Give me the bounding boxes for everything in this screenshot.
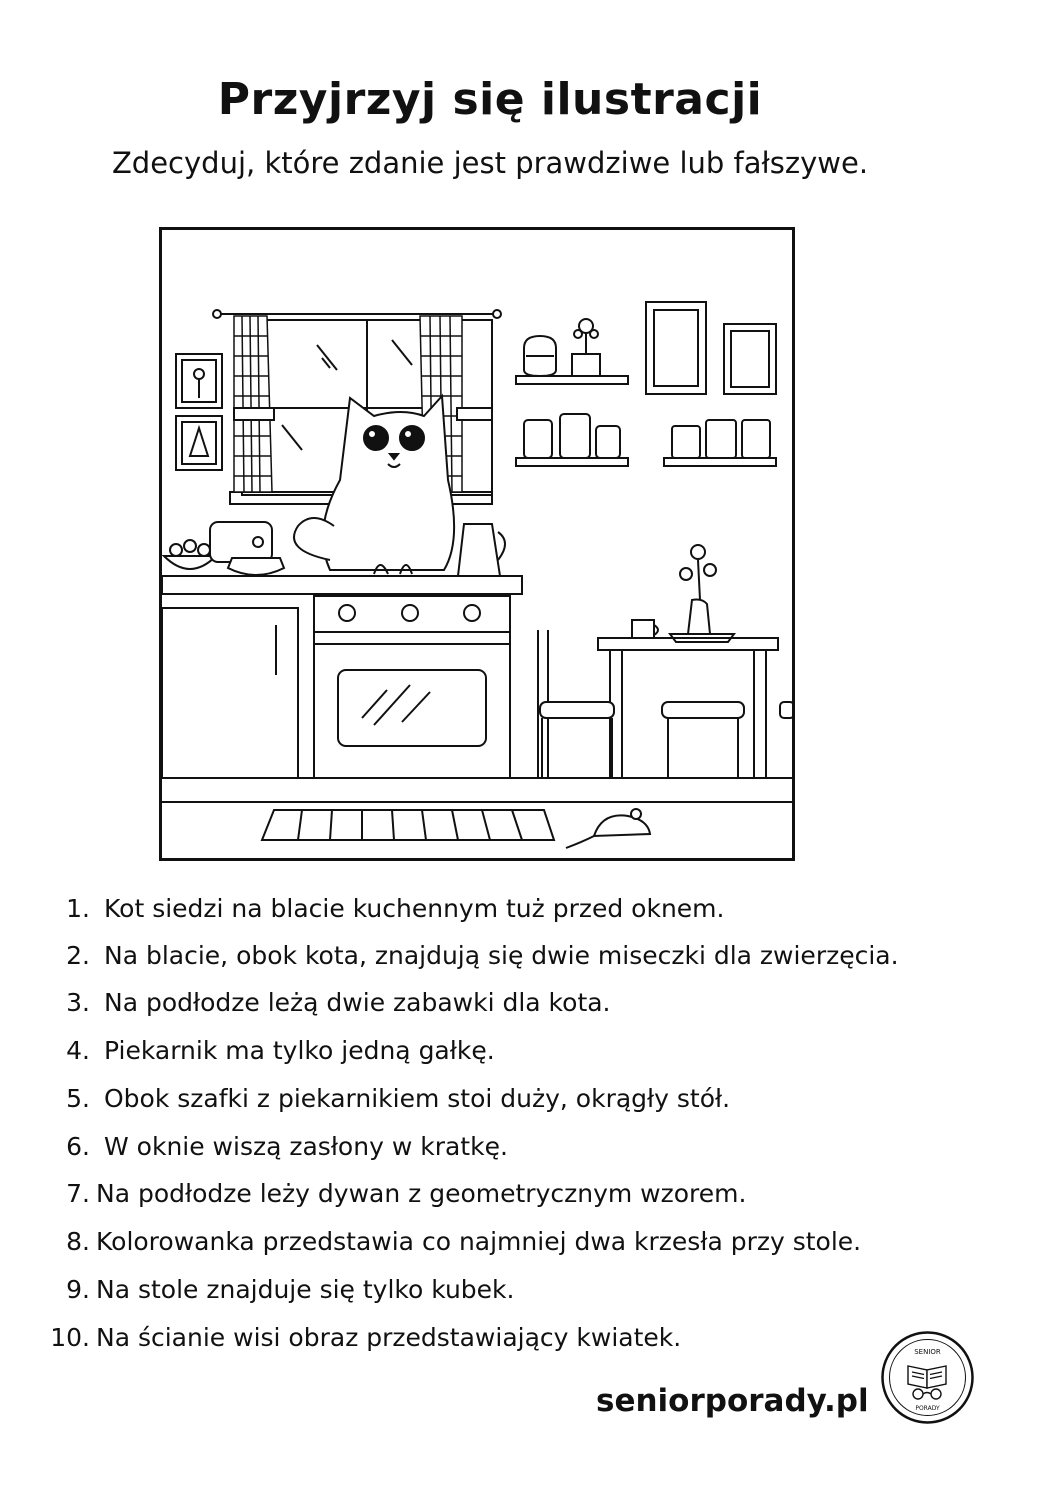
question-text: Na podłodze leży dywan z geometrycznym wzorem. bbox=[96, 1179, 747, 1208]
question-item bbox=[66, 1132, 508, 1161]
question-number: 5. bbox=[66, 1084, 90, 1113]
question-text: Na stole znajduje się tylko kubek. bbox=[96, 1275, 515, 1304]
question-number: 6. bbox=[66, 1132, 90, 1161]
page-subtitle: Zdecyduj, które zdanie jest prawdziwe lub fałszywe. bbox=[111, 146, 869, 180]
question-item bbox=[66, 894, 725, 923]
question-text: Na podłodze leżą dwie zabawki dla kota. bbox=[104, 988, 611, 1017]
question-item bbox=[66, 1275, 515, 1304]
site-name: seniorporady.pl bbox=[596, 1383, 869, 1419]
question-item bbox=[66, 1227, 862, 1256]
question-number: 1. bbox=[66, 894, 90, 923]
question-item bbox=[50, 1323, 682, 1352]
question-number: 3. bbox=[66, 988, 90, 1017]
page-title: Przyjrzyj się ilustracji bbox=[217, 74, 763, 125]
question-item bbox=[66, 1179, 747, 1208]
question-number: 2. bbox=[66, 941, 90, 970]
logo-badge-icon bbox=[880, 1330, 975, 1425]
question-number: 9. bbox=[66, 1275, 90, 1304]
badge-top-text: SENIOR bbox=[914, 1348, 941, 1356]
question-number: 7. bbox=[66, 1179, 90, 1208]
question-text: Obok szafki z piekarnikiem stoi duży, okrągły stół. bbox=[104, 1084, 731, 1113]
book-icon bbox=[908, 1366, 946, 1388]
question-text: Na ścianie wisi obraz przedstawiający kwiatek. bbox=[96, 1323, 682, 1352]
question-number: 8. bbox=[66, 1227, 90, 1256]
question-text: Kot siedzi na blacie kuchennym tuż przed oknem. bbox=[104, 894, 725, 923]
question-item bbox=[66, 941, 899, 970]
badge-bottom-text: PORADY bbox=[915, 1405, 940, 1412]
question-item bbox=[66, 1036, 495, 1065]
question-number: 10. bbox=[50, 1323, 90, 1352]
question-item bbox=[66, 988, 611, 1017]
question-number: 4. bbox=[66, 1036, 90, 1065]
question-text: W oknie wiszą zasłony w kratkę. bbox=[104, 1132, 508, 1161]
question-text: Kolorowanka przedstawia co najmniej dwa krzesła przy stole. bbox=[96, 1227, 862, 1256]
question-text: Piekarnik ma tylko jedną gałkę. bbox=[104, 1036, 495, 1065]
kitchen-illustration bbox=[159, 227, 795, 861]
senior-porady-logo bbox=[880, 1330, 975, 1425]
kitchen-cat-drawing bbox=[162, 230, 792, 858]
question-text: Na blacie, obok kota, znajdują się dwie miseczki dla zwierzęcia. bbox=[104, 941, 899, 970]
question-item bbox=[66, 1084, 731, 1113]
